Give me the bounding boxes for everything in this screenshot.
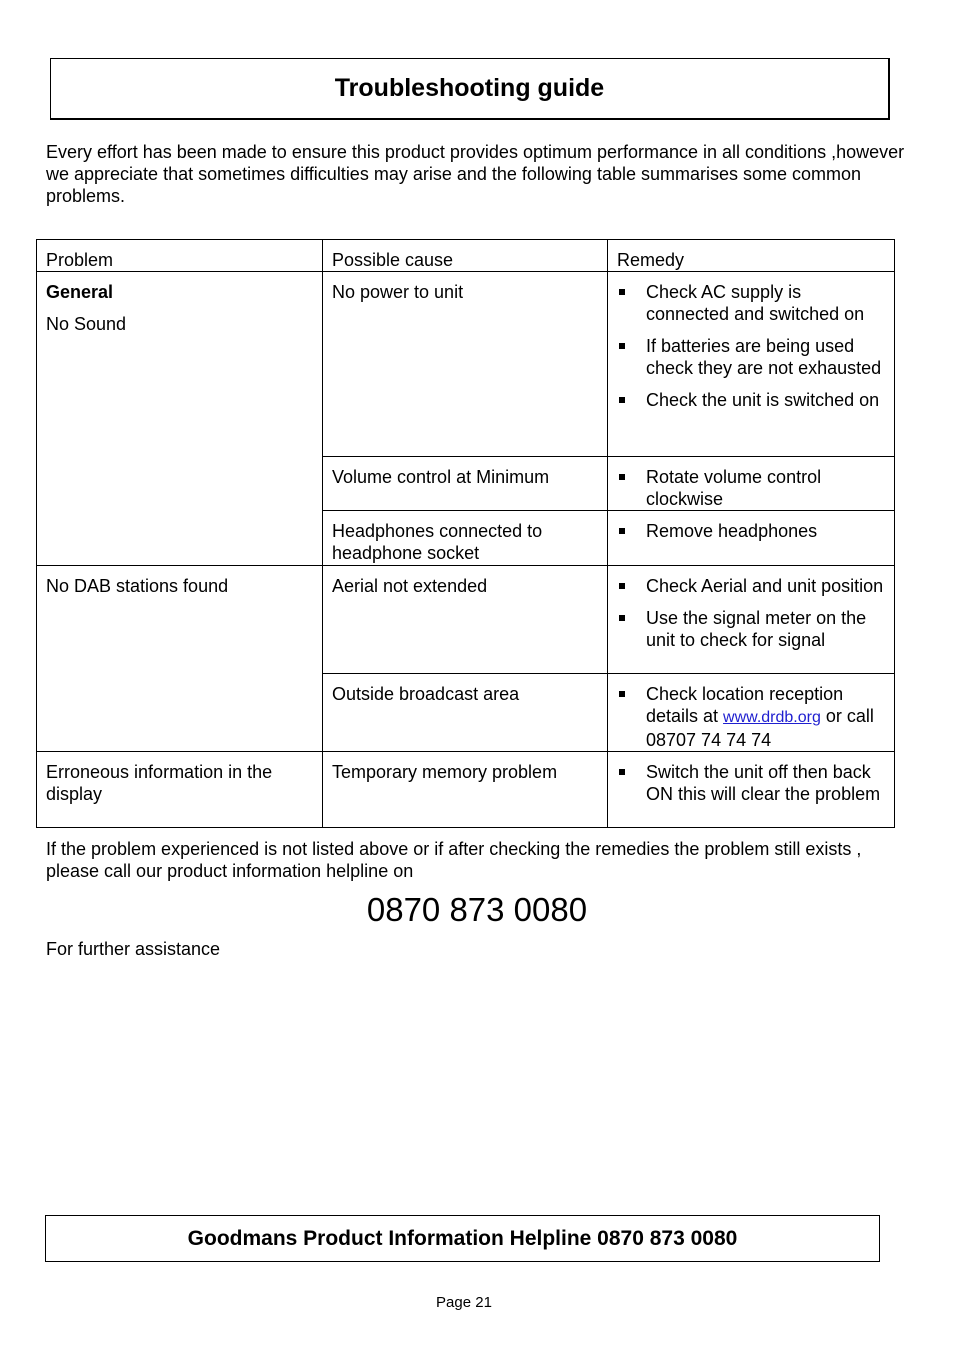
drdb-link[interactable]: www.drdb.org xyxy=(723,709,821,726)
remedy-text-before: Check location reception details at xyxy=(646,684,844,726)
helpline-text: Goodmans Product Information Helpline 0870 873 0080 xyxy=(187,1226,738,1250)
page-title: Troubleshooting guide xyxy=(334,74,605,102)
helpline-box xyxy=(45,1215,880,1262)
remedy-item xyxy=(617,683,886,751)
intro-paragraph: Every effort has been made to ensure this product provides optimum performance in all conditions ,however we appreciate that sometimes difficulties may arise and the following table summarises some common problems. xyxy=(46,142,905,206)
troubleshooting-table xyxy=(36,239,895,828)
remedy-item: Check AC supply is connected and switched on xyxy=(617,281,886,325)
header-remedy: Remedy xyxy=(608,240,895,272)
cause-cell: Outside broadcast area xyxy=(323,674,608,752)
problem-cell: Erroneous information in the display xyxy=(37,752,323,828)
remedy-cell xyxy=(608,457,895,511)
cause-cell: Headphones connected to headphone socket xyxy=(323,511,608,566)
table-row xyxy=(37,272,895,457)
cause-cell: No power to unit xyxy=(323,272,608,457)
problem-text: No Sound xyxy=(46,314,127,334)
cause-cell: Volume control at Minimum xyxy=(323,457,608,511)
problem-heading: General xyxy=(46,282,114,302)
remedy-cell xyxy=(608,752,895,828)
cause-cell: Temporary memory problem xyxy=(323,752,608,828)
remedy-item: Switch the unit off then back ON this will clear the problem xyxy=(617,761,886,805)
page-title-box xyxy=(50,58,890,120)
header-possible-cause: Possible cause xyxy=(323,240,608,272)
further-assistance-text: For further assistance xyxy=(46,939,221,959)
remedy-item: Check Aerial and unit position xyxy=(617,575,886,597)
remedy-cell xyxy=(608,511,895,566)
page-number: Page 21 xyxy=(436,1294,492,1311)
cause-cell: Aerial not extended xyxy=(323,566,608,674)
helpline-paragraph: If the problem experienced is not listed above or if after checking the remedies the problem still exists , please call our product information helpline on xyxy=(46,839,862,881)
table-header-row xyxy=(37,240,895,272)
remedy-item: Remove headphones xyxy=(617,520,886,542)
header-problem: Problem xyxy=(37,240,323,272)
problem-cell: No DAB stations found xyxy=(37,566,323,752)
remedy-item: Rotate volume control clockwise xyxy=(617,466,886,510)
table-row xyxy=(37,752,895,828)
remedy-cell xyxy=(608,674,895,752)
remedy-item: Check the unit is switched on xyxy=(617,389,886,411)
remedy-cell xyxy=(608,566,895,674)
remedy-item: Use the signal meter on the unit to check for signal xyxy=(617,607,886,651)
remedy-cell xyxy=(608,272,895,457)
table-row xyxy=(37,566,895,674)
remedy-item: If batteries are being used check they are not exhausted xyxy=(617,335,886,379)
remedy-text-after: or call 08707 74 74 74 xyxy=(646,706,874,750)
phone-number: 0870 873 0080 xyxy=(366,891,588,928)
problem-cell xyxy=(37,272,323,566)
